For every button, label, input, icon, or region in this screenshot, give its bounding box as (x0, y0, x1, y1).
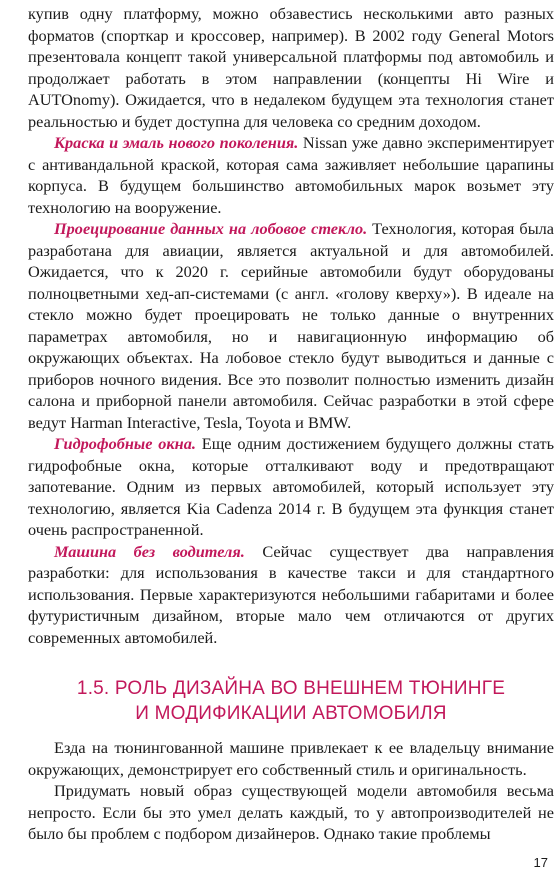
section-heading (28, 676, 554, 726)
section-paragraph-1: Езда на тюнингованной машине привлекает к ее владельцу внимание окружающих, демонстрирует его собственный стиль и оригинальность. (28, 738, 554, 779)
term-hud: Проецирование данных на лобовое стекло. (54, 219, 368, 238)
term-windows: Гидрофобные окна. (54, 434, 196, 453)
item-windows-text: Еще одним достижением будущего должны стать гидрофобные окна, которые отталкивают воду и предотвращают запотевание. Одним из первых автомобилей, который использует эту технологию, является Kia Cadenza 2014 г. В будущем эта функция станет очень распространенной. (28, 434, 554, 539)
intro-paragraph: купив одну платформу, можно обзавестись несколькими авто разных форматов (спорткар и кроссовер, например). В 2002 году General Motors презентовала концепт такой универсальной платформы под автомобиль и продолжает работать в этом направлении (концепты Hi Wire и AUTOnomy). Ожидается, что в недалеком будущем эта технология станет реальностью и будет доступна для человека со средним доходом. (28, 4, 554, 131)
item-hud-text: Технология, которая была разработана для авиации, является актуальной и для автомобилей. Ожидается, что к 2020 г. серийные автомобили будут оборудованы полноцветными хед-ап-системами (с англ. «голову кверху»). В идеале на стекло можно будет проецировать не только данные о внутренних параметрах автомобиля, но и навигационную информацию об окружающих объектах. На лобовое стекло будут выводиться и данные с приборов ночного видения. Все это позволит полностью изменить дизайн салона и приборной панели автомобиля. Сейчас разработки в этой сфере ведут Harman Interactive, Tesla, Toyota и BMW. (28, 219, 554, 432)
section-paragraph-2: Придумать новый образ существующей модели автомобиля весьма непросто. Если бы это умел делать каждый, то у автопроизводителей не было бы проблем с подбором дизайнеров. Однако такие проблемы (28, 781, 554, 843)
section-heading-line2: И МОДИФИКАЦИИ АВТОМОБИЛЯ (135, 703, 447, 724)
item-driverless-text: Сейчас существует два направления разработки: для использования в качестве такси и для стандартного использования. Первые характеризуются небольшими габаритами и более футуристичным дизайном, вторые мало чем отличаются от других современных автомобилей. (28, 541, 554, 647)
term-paint: Краска и эмаль нового поколения. (54, 133, 299, 152)
section-heading-line1: 1.5. РОЛЬ ДИЗАЙНА ВО ВНЕШНЕМ ТЮНИНГЕ (76, 678, 506, 699)
item-hud-paragraph (28, 218, 554, 433)
body-text (28, 3, 554, 648)
page-number: 17 (533, 855, 548, 870)
item-paint-text: Nissan уже давно экспериментирует с антивандальной краской, которая сама заживляет небольшие царапины корпуса. В будущем большинство автомобильных марок возьмет эту технологию на вооружение. (28, 133, 554, 217)
item-paint-paragraph (28, 132, 554, 218)
term-driverless: Машина без водителя. (54, 541, 245, 561)
item-windows-paragraph (28, 433, 554, 541)
item-driverless-paragraph (28, 541, 554, 649)
section-body (28, 737, 554, 845)
